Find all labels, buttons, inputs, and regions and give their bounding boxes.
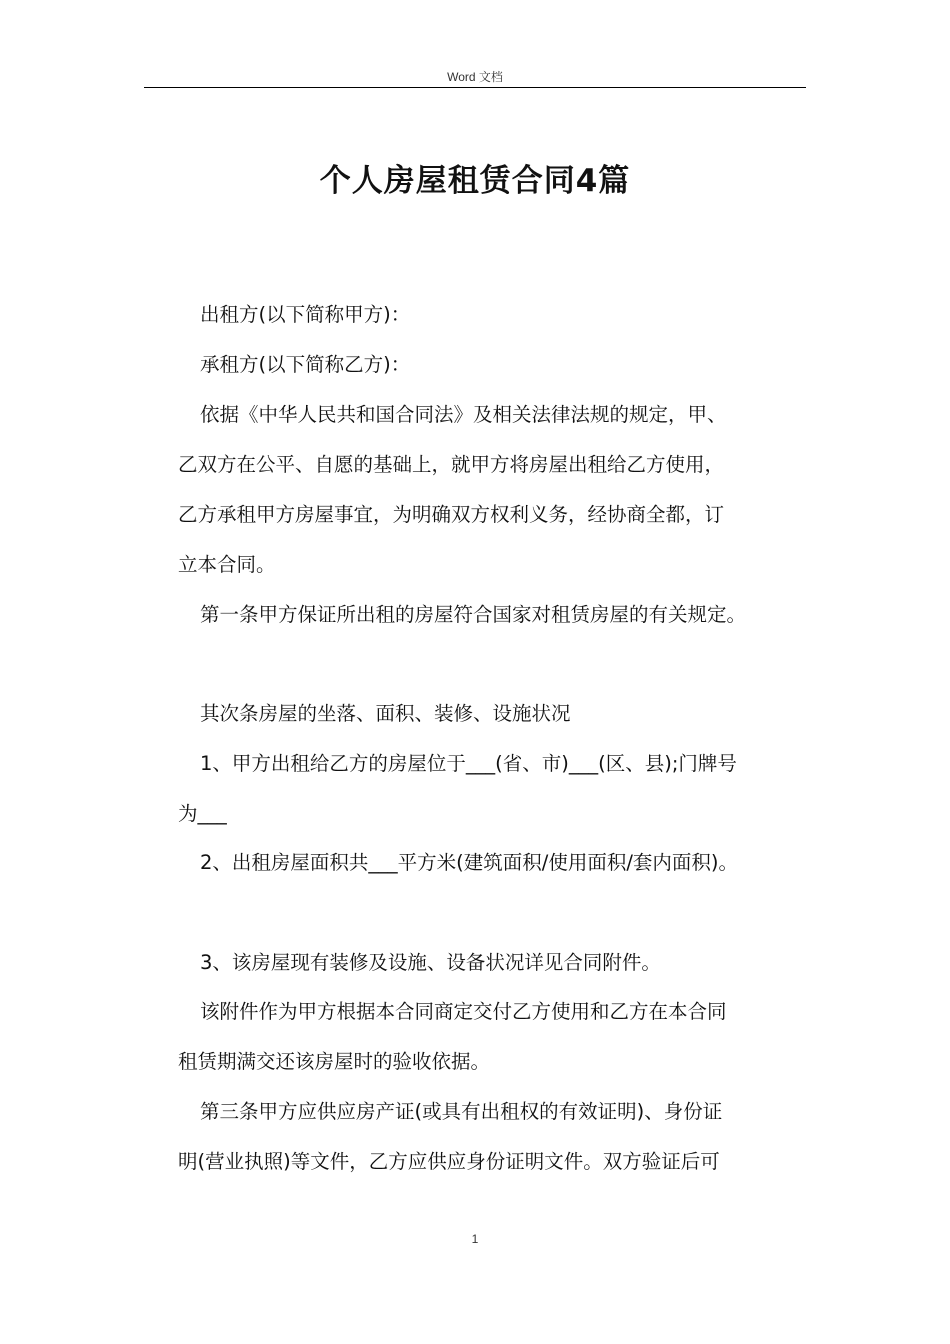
paragraph-line: 依据《中华人民共和国合同法》及相关法律法规的规定，甲、 — [200, 403, 727, 426]
paragraph-article-1 — [178, 590, 818, 640]
paragraph-line: 立本合同。 — [178, 553, 276, 576]
paragraph-item-1 — [178, 739, 818, 839]
paragraph-article-3 — [178, 1087, 818, 1187]
paragraph-line: 3、该房屋现有装修及设施、设备状况详见合同附件。 — [200, 951, 661, 974]
paragraph-line: 乙方承租甲方房屋事宜，为明确双方权利义务，经协商全都，订 — [178, 503, 725, 526]
paragraph-line: 明(营业执照)等文件，乙方应供应身份证明文件。双方验证后可 — [178, 1150, 720, 1173]
page-header-label: Word 文档 — [447, 70, 503, 84]
paragraph-item-3 — [178, 938, 818, 988]
paragraph-line: 2、出租房屋面积共___平方米(建筑面积/使用面积/套内面积)。 — [200, 851, 739, 874]
paragraph-article-2-heading — [178, 689, 818, 739]
paragraph-line: 第一条甲方保证所出租的房屋符合国家对租赁房屋的有关规定。 — [200, 603, 747, 626]
paragraph-line: 第三条甲方应供应房产证(或具有出租权的有效证明)、身份证 — [200, 1100, 723, 1123]
paragraph-legal-basis — [178, 390, 818, 590]
paragraph-line: 承租方(以下简称乙方)： — [200, 353, 411, 376]
header-rule — [144, 87, 806, 88]
paragraph-lessor — [178, 290, 818, 340]
paragraph-lessee — [178, 340, 818, 390]
paragraph-attachment — [178, 987, 818, 1087]
paragraph-item-2 — [178, 838, 818, 888]
paragraph-line: 乙双方在公平、自愿的基础上，就甲方将房屋出租给乙方使用， — [178, 453, 725, 476]
page-number: 1 — [471, 1232, 479, 1246]
paragraph-line: 租赁期满交还该房屋时的验收依据。 — [178, 1050, 491, 1073]
paragraph-line: 1、甲方出租给乙方的房屋位于___(省、市)___(区、县);门牌号 — [200, 752, 737, 775]
paragraph-line: 为___ — [178, 802, 227, 825]
paragraph-line: 该附件作为甲方根据本合同商定交付乙方使用和乙方在本合同 — [200, 1000, 727, 1023]
paragraph-line: 出租方(以下简称甲方)： — [200, 303, 411, 326]
paragraph-line: 其次条房屋的坐落、面积、装修、设施状况 — [200, 702, 571, 725]
document-title: 个人房屋租赁合同4篇 — [319, 163, 631, 199]
